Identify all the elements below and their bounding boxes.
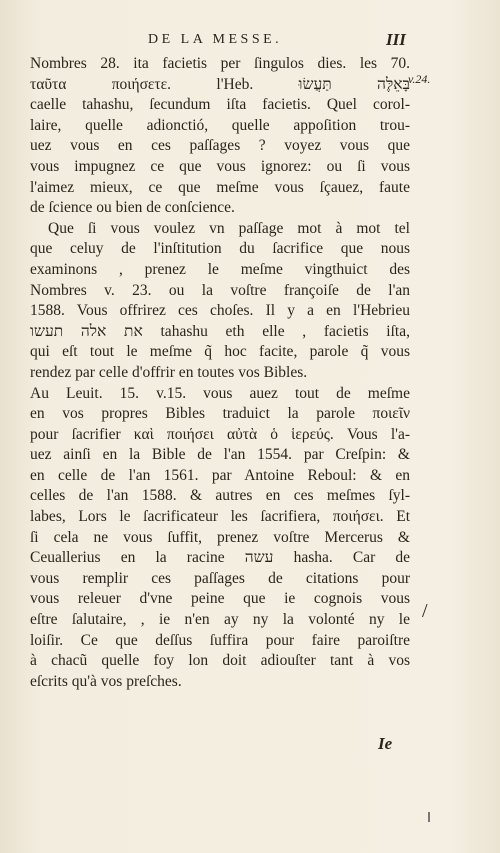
margin-slash-mark: / xyxy=(422,600,428,622)
margin-note: v.24. xyxy=(408,72,431,86)
body-text xyxy=(30,54,410,692)
text-line: loiſir. Ce que deſſus ſuffira pour faire paroiſtre xyxy=(30,631,410,649)
text-line: Que ſi vous voulez vn paſſage mot à mot tel xyxy=(48,219,410,237)
text-line: ταῦτα ποιήσετε. l'Heb. בָּאֵלֶּה תַּעֲשׂוּ xyxy=(30,75,410,93)
text-line: Nombres 28. ita facietis per ſingulos dies. les 70. xyxy=(30,55,410,72)
paper-speck xyxy=(428,812,430,822)
text-line: en celle de l'an 1561. par Antoine Reboul: & en xyxy=(30,466,410,484)
text-line: pour ſacrifier καὶ ποιήσει αὐτὰ ὁ ἱερεύς. Vous l'a- xyxy=(30,425,410,443)
text-line: l'aimez mieux, ce que meſme vous ſçauez, faute xyxy=(30,178,410,196)
text-line: en vos propres Bibles traduict la parole ποιεῖν xyxy=(30,405,410,423)
text-line: qui eſt tout le meſme q̃ hoc facite, parole q̃ vous xyxy=(30,343,410,361)
text-line: uez ainſi en la Bible de l'an 1554. par Creſpin: & xyxy=(30,446,410,464)
text-line: examinons , prenez le meſme vingthuict des xyxy=(30,260,410,278)
page-header xyxy=(0,30,500,54)
running-head: DE LA MESSE. xyxy=(148,32,283,47)
page-number: III xyxy=(386,30,406,49)
text-line: eſtre ſalutaire, , ie n'en ay ny la volonté ny le xyxy=(30,611,410,629)
text-line: Nombres v. 23. ou la voſtre françoiſe de l'an xyxy=(30,281,410,299)
text-line: laire, quelle adionctió, quelle appoſition trou- xyxy=(30,116,410,134)
text-line: ſi cela ne vous ſuffit, prenez voſtre Mercerus & xyxy=(30,528,410,546)
text-line: de ſcience ou bien de conſcience. xyxy=(30,199,235,217)
text-line: Au Leuit. 15. v.15. vous auez tout de meſme xyxy=(30,384,410,402)
text-line: vous remplir ces paſſages de citations pour xyxy=(30,569,410,587)
text-line: rendez par celle d'offrir en toutes vos Bibles. xyxy=(30,363,308,381)
text-line: uez vous en ces paſſages ? voyez vous que xyxy=(30,137,410,155)
text-line: labes, Lors le ſacrificateur les ſacrifiera, ποιήσει. Et xyxy=(30,508,410,526)
text-line: eſcrits qu'à vos preſches. xyxy=(30,672,182,690)
text-line: Ceuallerius en la racine עשה hasha. Car de xyxy=(30,549,410,567)
text-line: que celuy de l'inſtitution du ſacrifice que nous xyxy=(30,240,410,258)
text-line: celles de l'an 1588. & autres en ces meſmes ſyl- xyxy=(30,487,410,505)
catchword: Ie xyxy=(378,734,393,753)
text-line: à chacũ quelle foy lon doit adiouſter tant à vos xyxy=(30,652,410,670)
text-line: vous impugnez ce que vous ignorez: ou ſi vous xyxy=(30,157,410,175)
text-line: 1588. Vous offrirez ces choſes. Il y a en l'Hebrieu xyxy=(30,302,410,320)
text-line: caelle tahashu, ſecundum iſta facietis. Quel corol- xyxy=(30,96,410,114)
text-line: vous releuer d'vne peine que ie cognois vous xyxy=(30,590,410,608)
text-line: את אלה תעשו tahashu eth elle , facietis iſta, xyxy=(30,322,410,340)
